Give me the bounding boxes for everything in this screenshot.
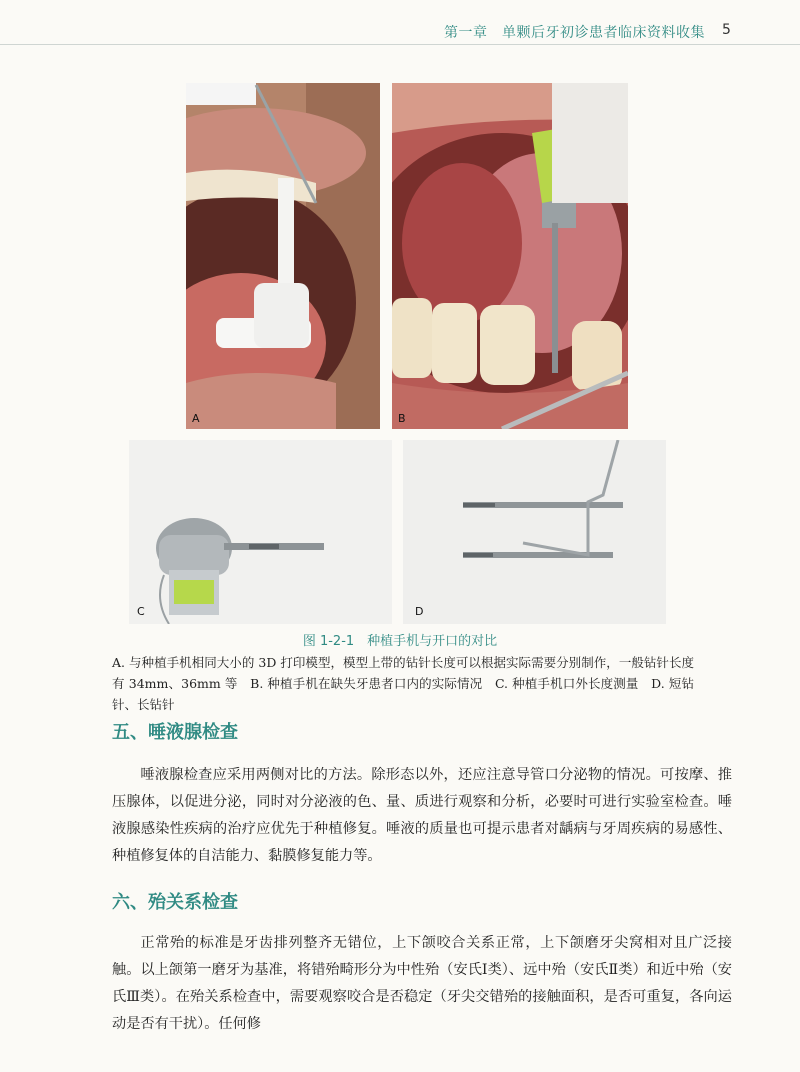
figure-photo-d xyxy=(403,440,666,624)
figure-caption: A. 与种植手机相同大小的 3D 打印模型，模型上带的钻针长度可以根据实际需要分别制作，一般钻针长度有 34mm、36mm 等 B. 种植手机在缺失牙患者口内的实际情况 C. 种植手机口外长度测量 D. 短钻针、长钻针 xyxy=(112,655,694,712)
section-body-occlusion: 正常殆的标准是牙齿排列整齐无错位，上下颌咬合关系正常，上下颌磨牙尖窝相对且广泛接触。以上颌第一磨牙为基准，将错殆畸形分为中性殆（安氏Ⅰ类）、远中殆（安氏Ⅱ类）和近中殆（安氏Ⅲ类）。在殆关系检查中，需要观察咬合是否稳定（牙尖交错殆的接触面积，是否可重复，各向运动是否有干扰）。任何修 xyxy=(112,935,732,1032)
page-header xyxy=(0,0,800,48)
page-number: 5 xyxy=(722,22,731,38)
section-heading-occlusion: 六、殆关系检查 xyxy=(112,892,238,913)
section-body-salivary: 唾液腺检查应采用两侧对比的方法。除形态以外，还应注意导管口分泌物的情况。可按摩、推压腺体，以促进分泌，同时对分泌液的色、量、质进行观察和分析，必要时可进行实验室检查。唾液腺感染性疾病的治疗应优先于种植修复。唾液的质量也可提示患者对龋病与牙周疾病的易感性、种植修复体的自洁能力、黏膜修复能力等。 xyxy=(112,767,732,864)
header-divider xyxy=(0,44,800,45)
panel-label-d: D xyxy=(415,605,424,618)
panel-label-c: C xyxy=(137,605,145,618)
panel-label-a: A xyxy=(192,412,200,425)
figure-photo-b xyxy=(392,83,628,429)
panel-label-b: B xyxy=(398,412,406,425)
figure-photo-c xyxy=(129,440,392,624)
section-heading-salivary: 五、唾液腺检查 xyxy=(112,722,238,743)
figure-photo-a xyxy=(186,83,380,429)
figure-title: 图 1-2-1 种植手机与开口的对比 xyxy=(302,634,498,649)
running-title: 第一章 单颗后牙初诊患者临床资料收集 xyxy=(444,25,705,41)
